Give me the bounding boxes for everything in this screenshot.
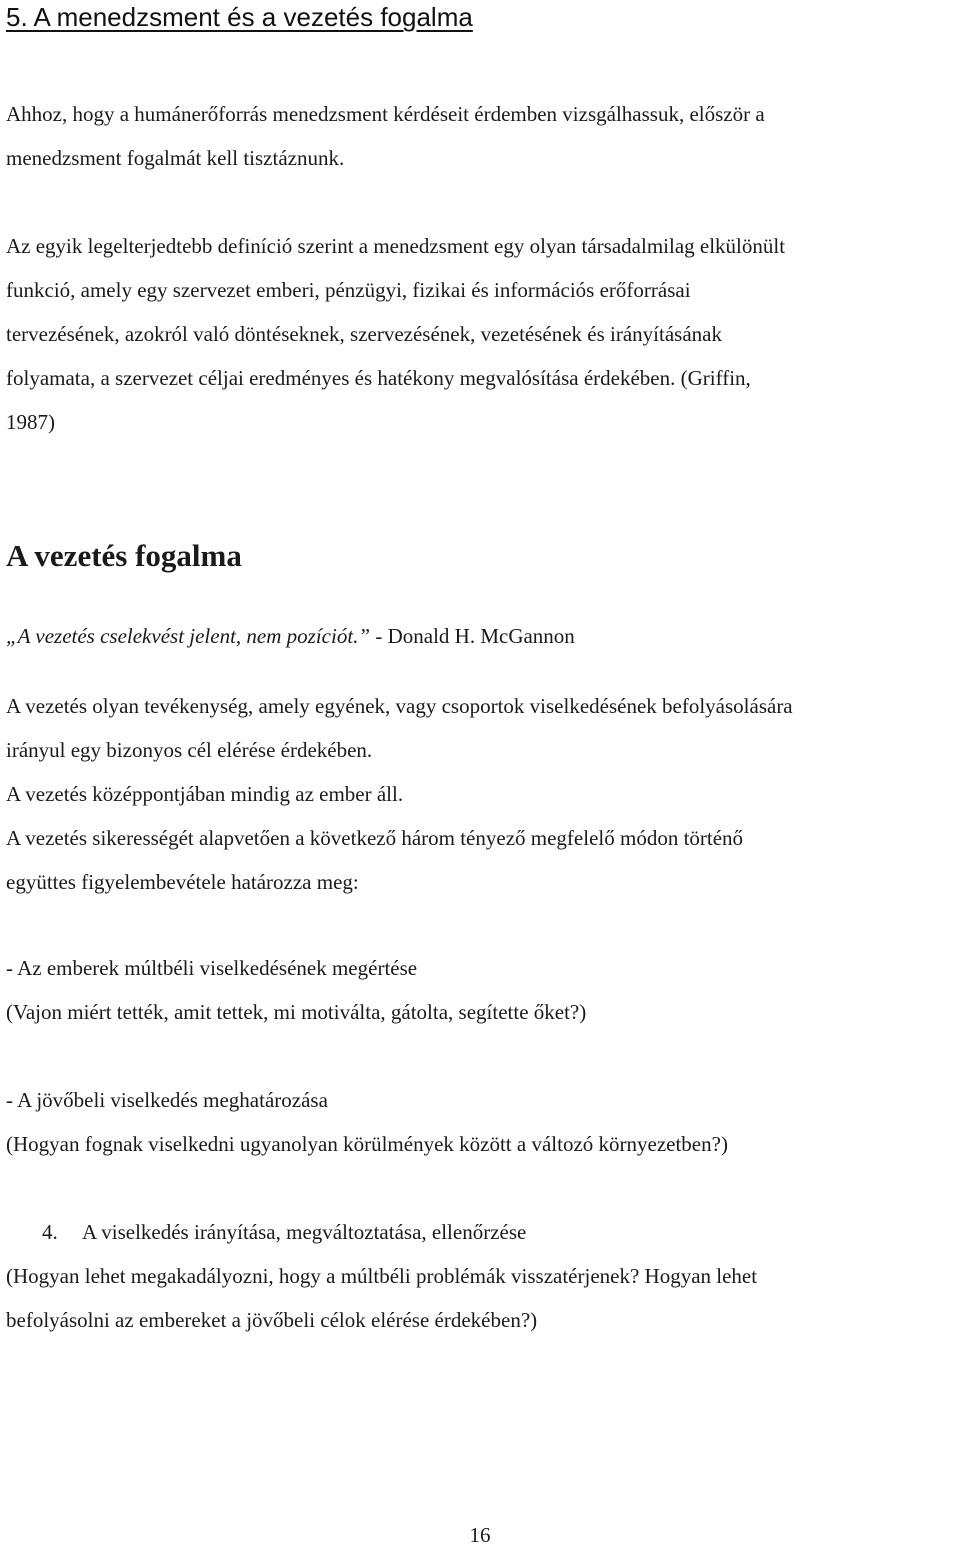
factor-3-detail-line-1: (Hogyan lehet megakadályozni, hogy a múltbéli problémák visszatérjenek? Hogyan lehet — [6, 1264, 758, 1288]
factor-1 — [6, 946, 586, 1034]
definition-line-5: 1987) — [6, 410, 55, 434]
leadership-line-2: irányul egy bizonyos cél elérése érdekében. — [6, 738, 373, 762]
factor-3-detail-line-2: befolyásolni az embereket a jövőbeli célok elérése érdekében?) — [6, 1308, 538, 1332]
factor-1-title: - Az emberek múltbéli viselkedésének megértése — [6, 956, 418, 980]
quote-author: - Donald H. McGannon — [370, 624, 575, 648]
factor-3-detail — [6, 1254, 757, 1342]
factor-2-detail: (Hogyan fognak viselkedni ugyanolyan körülmények között a változó környezetben?) — [6, 1132, 728, 1156]
leadership-definition — [6, 684, 793, 904]
intro-line-2: menedzsment fogalmát kell tisztáznunk. — [6, 146, 345, 170]
leadership-line-5: együttes figyelembevétele határozza meg: — [6, 870, 359, 894]
factor-3-heading — [6, 1210, 526, 1254]
intro-line-1: Ahhoz, hogy a humánerőforrás menedzsment kérdéseit érdemben vizsgálhassuk, először a — [6, 102, 765, 126]
page-number: 16 — [469, 1523, 491, 1547]
intro-paragraph — [6, 92, 765, 180]
factor-2-title: - A jövőbeli viselkedés meghatározása — [6, 1088, 328, 1112]
factor-1-detail: (Vajon miért tették, amit tettek, mi motiválta, gátolta, segítette őket?) — [6, 1000, 587, 1024]
definition-line-4: folyamata, a szervezet céljai eredményes és hatékony megvalósítása érdekében. (Griffin, — [6, 366, 751, 390]
subheading: A vezetés fogalma — [6, 538, 242, 573]
definition-line-3: tervezésének, azokról való döntéseknek, szervezésének, vezetésének és irányításának — [6, 322, 722, 346]
leadership-line-3: A vezetés középpontjában mindig az ember áll. — [6, 782, 404, 806]
factor-3-title: A viselkedés irányítása, megváltoztatása, ellenőrzése — [82, 1220, 527, 1244]
leadership-line-4: A vezetés sikerességét alapvetően a következő három tényező megfelelő módon történő — [6, 826, 744, 850]
definition-line-1: Az egyik legelterjedtebb definíció szerint a menedzsment egy olyan társadalmilag elkülönült — [6, 234, 786, 258]
quote — [6, 616, 575, 656]
leadership-line-1: A vezetés olyan tevékenység, amely egyének, vagy csoportok viselkedésének befolyásolására — [6, 694, 793, 718]
quote-text: „A vezetés cselekvést jelent, nem pozíciót.” — [6, 624, 371, 648]
definition-line-2: funkció, amely egy szervezet emberi, pénzügyi, fizikai és információs erőforrásai — [6, 278, 691, 302]
section-title: 5. A menedzsment és a vezetés fogalma — [6, 2, 473, 32]
definition-paragraph — [6, 224, 785, 444]
factor-2 — [6, 1078, 728, 1166]
factor-3-number: 4. — [42, 1220, 58, 1244]
